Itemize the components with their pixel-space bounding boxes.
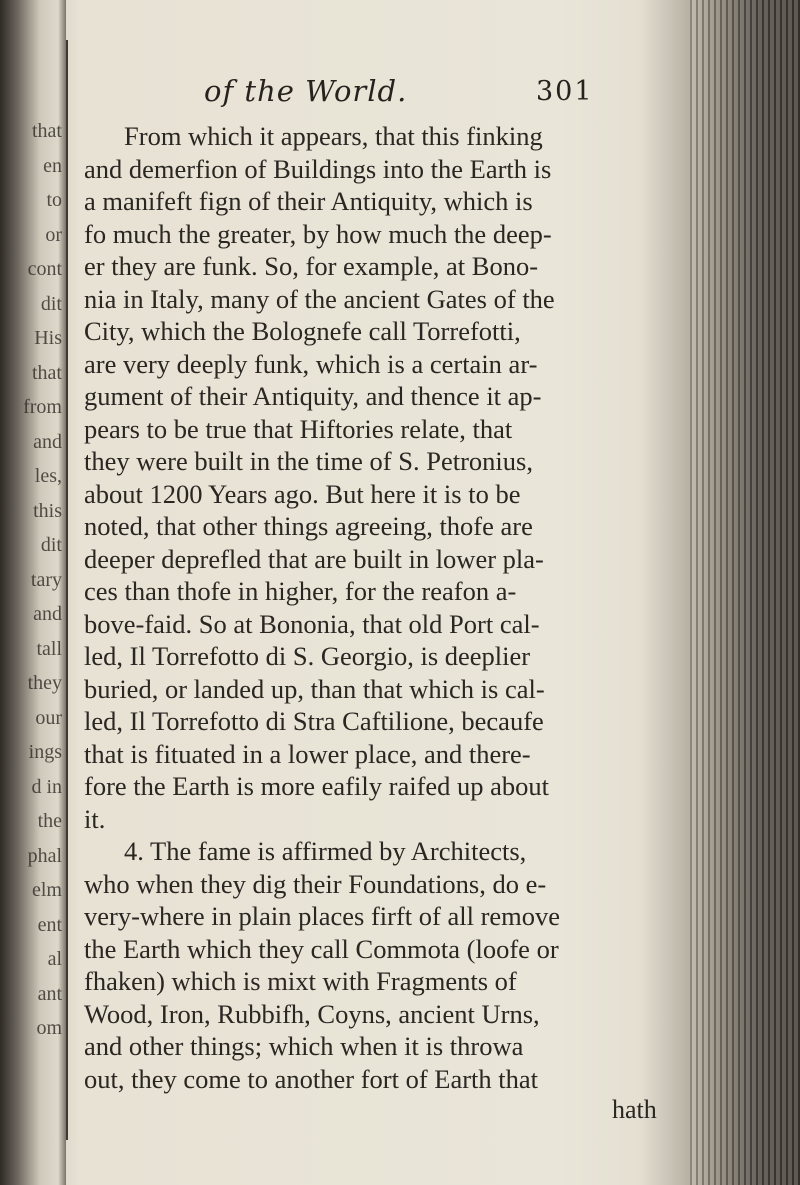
text-line: nia in Italy, many of the ancient Gates of the <box>84 283 555 314</box>
text-line: gument of their Antiquity, and thence it ap- <box>84 381 542 411</box>
text-line: very-where in plain places firft of all remove <box>84 901 561 931</box>
text-line: it. <box>84 803 106 834</box>
text-line: led, Il Torrefotto di S. Georgio, is deeplier <box>84 641 531 671</box>
running-head-title: of the World. <box>204 74 408 108</box>
facing-page-fragment: tall <box>36 637 62 660</box>
facing-page-fragment: our <box>35 706 62 729</box>
facing-page-fragment: ings <box>28 741 62 763</box>
text-line: ces than thofe in higher, for the reafon a- <box>84 576 517 606</box>
facing-page-fragment: they <box>27 672 62 694</box>
facing-page-fragment: om <box>36 1017 62 1039</box>
page-number: 301 <box>536 76 594 107</box>
facing-page-fragment: ent <box>37 913 62 936</box>
facing-page-fragment: that <box>32 361 62 384</box>
facing-page-fragment: en <box>43 154 62 177</box>
text-line: are very deeply funk, which is a certain ar- <box>84 348 538 379</box>
text-line: and demerfion of Buildings into the Earth is <box>84 153 552 184</box>
facing-page-fragment: ant <box>37 982 62 1005</box>
text-line: From which it appears, that this finking <box>124 121 543 151</box>
facing-page-fragment: phal <box>27 844 62 867</box>
facing-page-fragment: and <box>33 603 62 625</box>
text-line: they were built in the time of S. Petronius, <box>84 446 533 476</box>
text-line: about 1200 Years ago. But here it is to be <box>84 478 521 509</box>
facing-page-fragment: or <box>45 223 62 246</box>
text-line: deeper deprefled that are built in lower pla- <box>84 543 544 574</box>
facing-page-fragment: His <box>34 327 62 349</box>
facing-page-fragment: al <box>47 948 62 970</box>
facing-page-fragment: elm <box>32 879 62 901</box>
facing-page-fragment: les, <box>34 465 62 487</box>
text-line: er they are funk. So, for example, at Bono- <box>84 251 539 281</box>
facing-page-fragment: d in <box>31 775 62 798</box>
facing-page-fragment: from <box>23 396 62 418</box>
text-line: led, Il Torrefotto di Stra Caftilione, becaufe <box>84 706 544 736</box>
facing-page-fragment: dit <box>40 534 62 556</box>
facing-page-fragment: that <box>32 120 62 142</box>
facing-page-fragment: to <box>46 189 62 211</box>
text-line: buried, or landed up, than that which is cal- <box>84 673 545 704</box>
facing-page-fragment: the <box>37 810 62 832</box>
body-text <box>84 120 684 1095</box>
text-line: and other things; which when it is throwa <box>84 1031 524 1061</box>
facing-page-fragment: dit <box>40 292 62 315</box>
running-head <box>72 70 612 120</box>
text-line: Wood, Iron, Rubbifh, Coyns, ancient Urns, <box>84 998 540 1029</box>
facing-page-fragment: cont <box>27 258 62 280</box>
text-line: the Earth which they call Commota (loofe or <box>84 933 559 964</box>
text-line: 4. The fame is affirmed by Architects, <box>124 836 527 866</box>
text-line: bove-faid. So at Bononia, that old Port cal- <box>84 608 540 639</box>
text-line: that is fituated in a lower place, and there- <box>84 738 531 769</box>
text-line: a manifeft fign of their Antiquity, which is <box>84 186 533 216</box>
text-line: who when they dig their Foundations, do e- <box>84 868 547 899</box>
text-line: fo much the greater, by how much the deep- <box>84 218 552 249</box>
previous-page-edge <box>0 0 66 1185</box>
facing-page-fragment: and <box>33 430 62 453</box>
text-line: out, they come to another fort of Earth that <box>84 1063 539 1094</box>
page-edge-stack <box>690 0 800 1185</box>
text-line: City, which the Bolognefe call Torrefotti, <box>84 316 521 346</box>
text-line: pears to be true that Hiftories relate, that <box>84 413 513 444</box>
facing-page-fragment: tary <box>30 568 62 591</box>
text-line: noted, that other things agreeing, thofe are <box>84 511 533 541</box>
catchword: hath <box>612 1095 657 1124</box>
text-line: fore the Earth is more eafily raifed up about <box>84 771 550 801</box>
text-line: fhaken) which is mixt with Fragments of <box>84 966 517 996</box>
gutter-binding <box>66 40 68 1140</box>
facing-page-fragment: this <box>33 499 62 522</box>
book-page <box>72 70 682 1160</box>
